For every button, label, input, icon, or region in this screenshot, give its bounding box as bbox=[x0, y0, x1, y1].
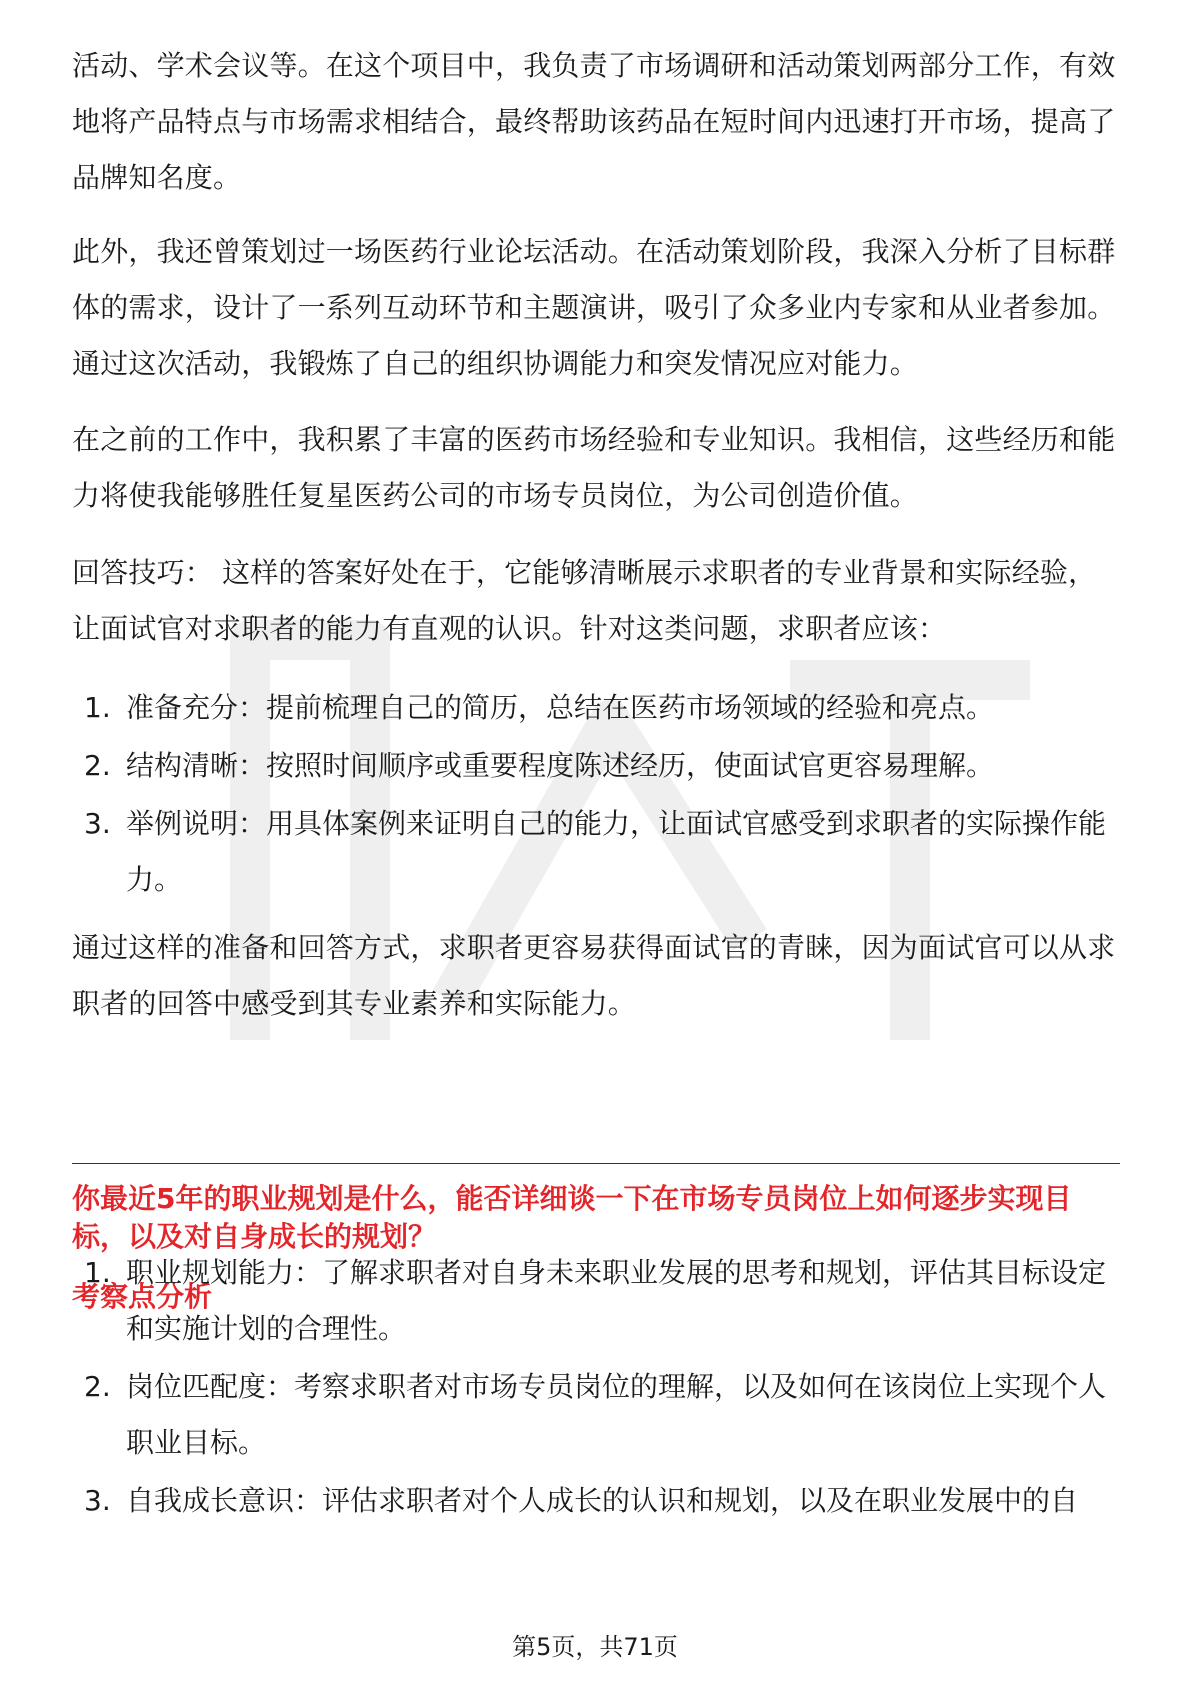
interview-question: 你最近5年的职业规划是什么，能否详细谈一下在市场专员岗位上如何逐步实现目标，以及对自身成长的规划？ bbox=[72, 1182, 1072, 1253]
list-number: 2. bbox=[84, 749, 111, 782]
list-item bbox=[72, 1473, 1120, 1529]
list-text: 结构清晰：按照时间顺序或重要程度陈述经历，使面试官更容易理解。 bbox=[126, 749, 995, 782]
list-item bbox=[72, 680, 1120, 736]
paragraph-summary: 在之前的工作中，我积累了丰富的医药市场经验和专业知识。我相信，这些经历和能力将使我能够胜任复星医药公司的市场专员岗位，为公司创造价值。 bbox=[72, 423, 1116, 512]
paragraph-project-experience: 活动、学术会议等。在这个项目中，我负责了市场调研和活动策划两部分工作，有效地将产品特点与市场需求相结合，最终帮助该药品在短时间内迅速打开市场，提高了品牌知名度。 bbox=[72, 49, 1116, 194]
analysis-list bbox=[72, 1245, 1120, 1531]
list-text: 职业规划能力：了解求职者对自身未来职业发展的思考和规划，评估其目标设定和实施计划的合理性。 bbox=[126, 1256, 1107, 1345]
section-divider bbox=[72, 1163, 1120, 1164]
list-number: 1. bbox=[84, 1256, 111, 1289]
list-text: 举例说明：用具体案例来证明自己的能力，让面试官感受到求职者的实际操作能力。 bbox=[126, 807, 1107, 896]
list-item bbox=[72, 796, 1120, 908]
tips-list bbox=[72, 680, 1120, 910]
list-text: 岗位匹配度：考察求职者对市场专员岗位的理解，以及如何在该岗位上实现个人职业目标。 bbox=[126, 1370, 1107, 1459]
list-number: 3. bbox=[84, 807, 111, 840]
list-item bbox=[72, 1359, 1120, 1471]
list-number: 2. bbox=[84, 1370, 111, 1403]
list-item bbox=[72, 1245, 1120, 1357]
paragraph-forum-activity: 此外，我还曾策划过一场医药行业论坛活动。在活动策划阶段，我深入分析了目标群体的需求，设计了一系列互动环节和主题演讲，吸引了众多业内专家和从业者参加。通过这次活动，我锻炼了自己的组织协调能力和突发情况应对能力。 bbox=[72, 235, 1116, 380]
list-item bbox=[72, 738, 1120, 794]
analysis-heading: 考察点分析 bbox=[72, 1280, 213, 1313]
page-number-footer: 第5页，共71页 bbox=[512, 1633, 678, 1661]
paragraph-conclusion: 通过这样的准备和回答方式，求职者更容易获得面试官的青睐，因为面试官可以从求职者的回答中感受到其专业素养和实际能力。 bbox=[72, 931, 1116, 1020]
list-number: 3. bbox=[84, 1484, 111, 1517]
paragraph-answer-tips: 回答技巧： 这样的答案好处在于，它能够清晰展示求职者的专业背景和实际经验，让面试官对求职者的能力有直观的认识。针对这类问题，求职者应该： bbox=[72, 556, 1097, 645]
list-text: 自我成长意识：评估求职者对个人成长的认识和规划，以及在职业发展中的自 bbox=[126, 1484, 1079, 1517]
list-number: 1. bbox=[84, 691, 111, 724]
list-text: 准备充分：提前梳理自己的简历，总结在医药市场领域的经验和亮点。 bbox=[126, 691, 995, 724]
